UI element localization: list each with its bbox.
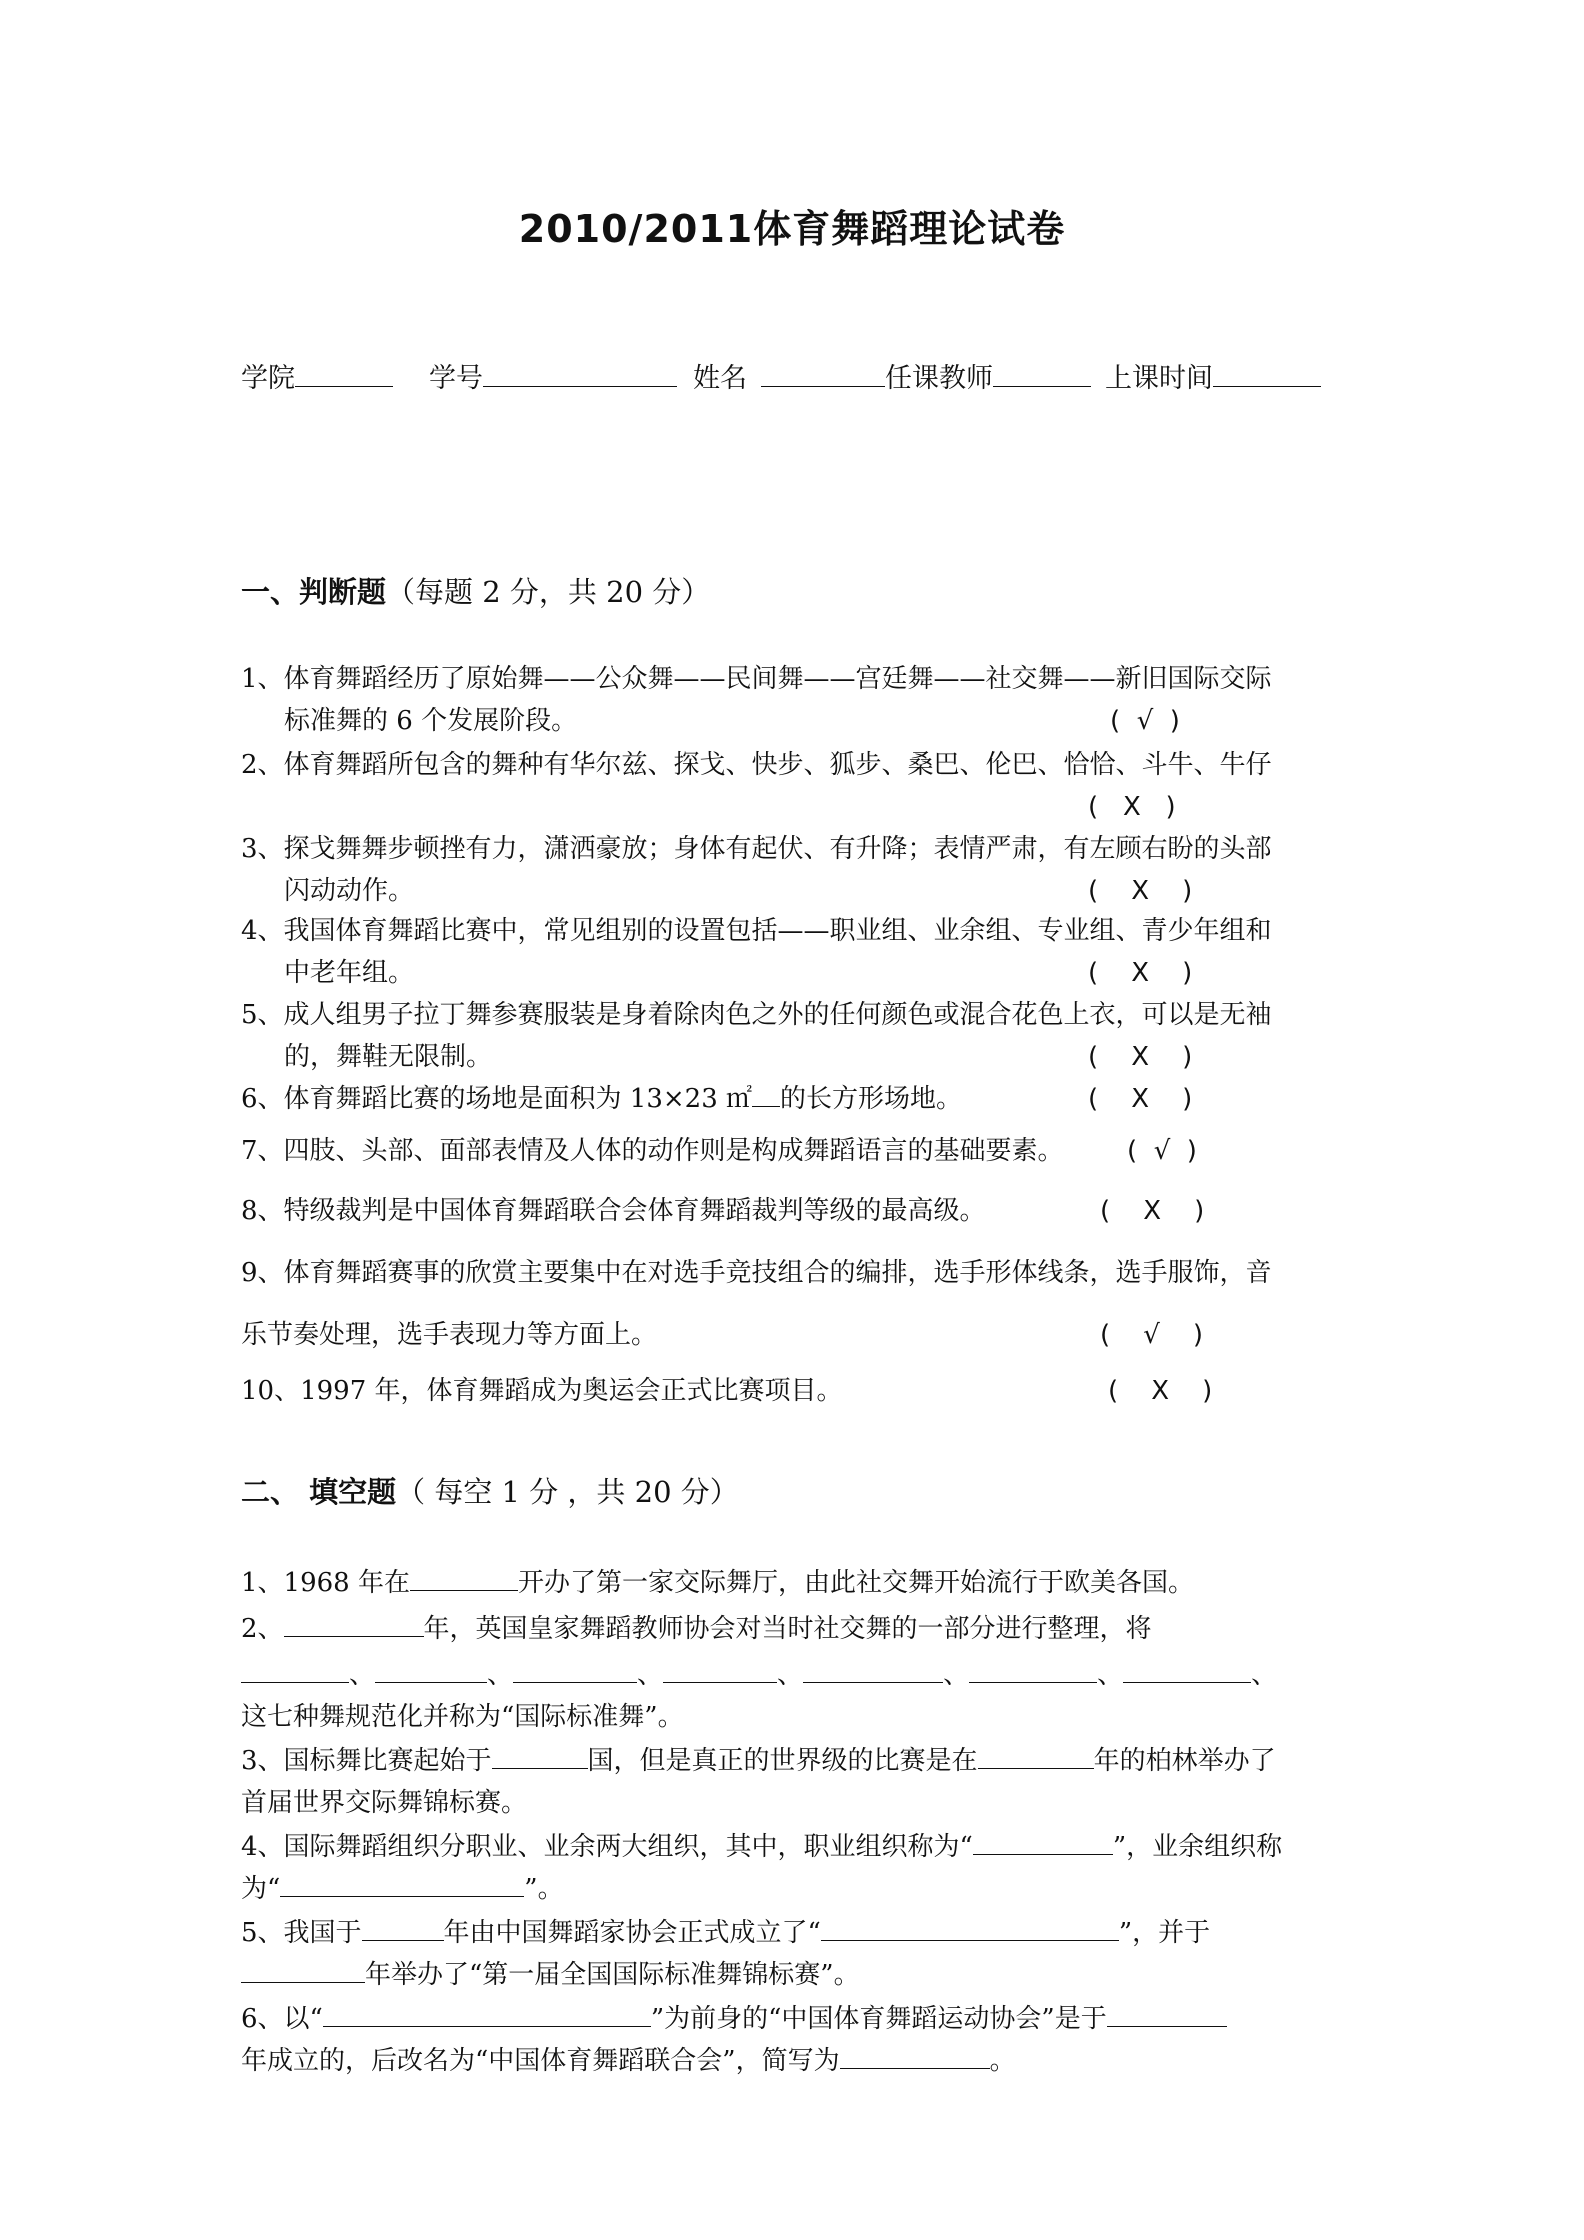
student-id-label: 学号 (429, 363, 483, 394)
q4-line-1: 4、我国体育舞蹈比赛中，常见组别的设置包括——职业组、业余组、专业组、青少年组和 (241, 916, 1272, 946)
q6-line-1 (241, 1082, 962, 1116)
f2-line-3: 这七种舞规范化并称为“国际标准舞”。 (241, 1702, 684, 1732)
q5-answer: ( X ) (1088, 1042, 1193, 1072)
f6-text-d: 。 (989, 2046, 1016, 2076)
f2-line-2 (241, 1658, 1277, 1692)
f5-text-c: ”，并于 (1118, 1918, 1211, 1948)
f2-sep-4: 、 (777, 1660, 804, 1690)
f4-line-1 (241, 1830, 1282, 1864)
q5-line-1: 5、成人组男子拉丁舞参赛服装是身着除肉色之外的任何颜色或混合花色上衣，可以是无袖 (241, 1000, 1272, 1030)
f2-sep-7: 、 (1251, 1660, 1278, 1690)
f2-blank-dance-1[interactable] (241, 1658, 349, 1683)
f2-sep-2: 、 (487, 1660, 514, 1690)
q4-line-2: 中老年组。 (284, 958, 415, 988)
q8-answer: ( X ) (1100, 1196, 1205, 1226)
f4-blank-amateur[interactable] (280, 1872, 524, 1897)
f2-text-b: 年，英国皇家舞蹈教师协会对当时社交舞的一部分进行整理，将 (423, 1614, 1152, 1644)
f3-line-2: 首届世界交际舞锦标赛。 (241, 1788, 528, 1818)
name-label: 姓名 (693, 363, 747, 394)
f5-blank-year[interactable] (362, 1916, 444, 1941)
q1-line-2: 标准舞的 6 个发展阶段。 (284, 706, 578, 736)
q5-answer-mark: X (1131, 1042, 1150, 1072)
q6-blank (752, 1082, 780, 1107)
college-label: 学院 (241, 363, 295, 394)
f2-sep-1: 、 (349, 1660, 376, 1690)
f1-text-b: 开办了第一家交际舞厅，由此社交舞开始流行于欧美各国。 (517, 1568, 1194, 1598)
q9-answer: ( √ ) (1100, 1320, 1203, 1350)
q9-line-2: 乐节奏处理，选手表现力等方面上。 (241, 1320, 658, 1350)
f1-text-a: 1、1968 年在 (241, 1568, 410, 1598)
f2-text-a: 2、 (241, 1614, 284, 1644)
f2-blank-dance-7[interactable] (1123, 1658, 1251, 1683)
f2-blank-dance-6[interactable] (969, 1658, 1097, 1683)
q6-answer: ( X ) (1088, 1084, 1193, 1114)
f6-text-b: ”为前身的“中国体育舞蹈运动协会”是于 (650, 2004, 1107, 2034)
section-true-false-note: （每题 2 分，共 20 分） (386, 575, 711, 609)
section-true-false-title (241, 570, 710, 611)
q5-line-2: 的，舞鞋无限制。 (284, 1042, 493, 1072)
q7-answer: ( √ ) (1127, 1136, 1197, 1166)
f6-blank-year[interactable] (1107, 2002, 1227, 2027)
f3-text-a: 3、国标舞比赛起始于 (241, 1746, 492, 1776)
f2-blank-dance-2[interactable] (375, 1658, 487, 1683)
f4-text-c: 为“ (241, 1874, 281, 1904)
f3-blank-country[interactable] (492, 1744, 588, 1769)
f5-blank-org[interactable] (821, 1916, 1119, 1941)
q4-answer-mark: X (1131, 958, 1150, 988)
class-time-field[interactable] (1213, 360, 1321, 387)
q2-answer-mark: X (1122, 792, 1141, 822)
f6-line-2 (241, 2044, 1016, 2078)
f5-text-a: 5、我国于 (241, 1918, 362, 1948)
q8-line-1: 8、特级裁判是中国体育舞蹈联合会体育舞蹈裁判等级的最高级。 (241, 1196, 986, 1226)
q6-text-b: 的长方形场地。 (780, 1084, 963, 1114)
q7-answer-mark: √ (1153, 1136, 1171, 1166)
f1-line-1 (241, 1566, 1194, 1600)
section-fill-blank-note: （ 每空 1 分 ，共 20 分） (396, 1475, 739, 1509)
f6-text-a: 6、以“ (241, 2004, 323, 2034)
f6-text-c: 年成立的，后改名为“中国体育舞蹈联合会”，简写为 (241, 2046, 840, 2076)
f2-blank-dance-4[interactable] (663, 1658, 777, 1683)
student-id-field[interactable] (483, 360, 677, 387)
section-true-false-head: 一、判断题 (241, 575, 387, 609)
f2-sep-6: 、 (1097, 1660, 1124, 1690)
q6-answer-mark: X (1131, 1084, 1150, 1114)
f3-text-c: 年的柏林举办了 (1093, 1746, 1276, 1776)
q9-line-1: 9、体育舞蹈赛事的欣赏主要集中在对选手竞技组合的编排，选手形体线条，选手服饰，音 (241, 1258, 1272, 1288)
f2-sep-3: 、 (637, 1660, 664, 1690)
f5-text-d: 年举办了“第一届全国国际标准舞锦标赛”。 (365, 1960, 860, 1990)
q7-line-1: 7、四肢、头部、面部表情及人体的动作则是构成舞蹈语言的基础要素。 (241, 1136, 1064, 1166)
f5-text-b: 年由中国舞蹈家协会正式成立了“ (443, 1918, 821, 1948)
f3-text-b: 国，但是真正的世界级的比赛是在 (587, 1746, 978, 1776)
f3-line-1 (241, 1744, 1276, 1778)
f4-text-a: 4、国际舞蹈组织分职业、业余两大组织，其中，职业组织称为“ (241, 1832, 973, 1862)
q6-text-a: 6、体育舞蹈比赛的场地是面积为 13×23 ㎡ (241, 1084, 753, 1114)
f6-line-1 (241, 2002, 1227, 2036)
teacher-label: 任课教师 (885, 363, 993, 394)
class-time-label: 上课时间 (1105, 363, 1213, 394)
q4-answer: ( X ) (1088, 958, 1193, 988)
q3-answer-mark: X (1131, 876, 1150, 906)
f6-blank-predecessor[interactable] (323, 2002, 651, 2027)
f4-text-b: ”，业余组织称 (1112, 1832, 1283, 1862)
f3-blank-year[interactable] (978, 1744, 1094, 1769)
f2-blank-dance-5[interactable] (803, 1658, 943, 1683)
f5-blank-year-2[interactable] (241, 1958, 365, 1983)
q3-answer: ( X ) (1088, 876, 1193, 906)
q1-answer-mark: √ (1136, 706, 1154, 736)
f6-blank-abbrev[interactable] (840, 2044, 990, 2069)
f2-sep-5: 、 (943, 1660, 970, 1690)
q3-line-2: 闪动动作。 (284, 876, 415, 906)
q3-line-1: 3、探戈舞舞步顿挫有力，潇洒豪放；身体有起伏、有升降；表情严肃，有左顾右盼的头部 (241, 834, 1272, 864)
f4-text-d: ”。 (524, 1874, 564, 1904)
f4-blank-pro[interactable] (973, 1830, 1113, 1855)
college-field[interactable] (295, 360, 393, 387)
q1-answer: ( √ ) (1110, 706, 1180, 736)
section-fill-blank-title (241, 1470, 739, 1511)
f1-blank-1[interactable] (410, 1566, 518, 1591)
q2-answer: ( X ) (1088, 792, 1176, 822)
f4-line-2 (241, 1872, 564, 1906)
section-fill-blank-head: 二、 填空题 (241, 1475, 397, 1509)
teacher-field[interactable] (993, 360, 1091, 387)
q10-line-1: 10、1997 年，体育舞蹈成为奥运会正式比赛项目。 (241, 1376, 843, 1406)
f2-blank-year[interactable] (284, 1612, 424, 1637)
q2-line-1: 2、体育舞蹈所包含的舞种有华尔兹、探戈、快步、狐步、桑巴、伦巴、恰恰、斗牛、牛仔 (241, 750, 1272, 780)
q8-answer-mark: X (1143, 1196, 1162, 1226)
name-field[interactable] (761, 360, 885, 387)
f5-line-1 (241, 1916, 1210, 1950)
f2-line-1 (241, 1612, 1152, 1646)
student-info-row (241, 356, 1321, 395)
q10-answer: ( X ) (1108, 1376, 1213, 1406)
f5-line-2 (241, 1958, 860, 1992)
q9-answer-mark: √ (1143, 1320, 1160, 1350)
q10-answer-mark: X (1151, 1376, 1170, 1406)
f2-blank-dance-3[interactable] (513, 1658, 637, 1683)
q1-line-1: 1、体育舞蹈经历了原始舞——公众舞——民间舞——宫廷舞——社交舞——新旧国际交际 (241, 664, 1272, 694)
page-title: 2010/2011体育舞蹈理论试卷 (518, 207, 1066, 251)
